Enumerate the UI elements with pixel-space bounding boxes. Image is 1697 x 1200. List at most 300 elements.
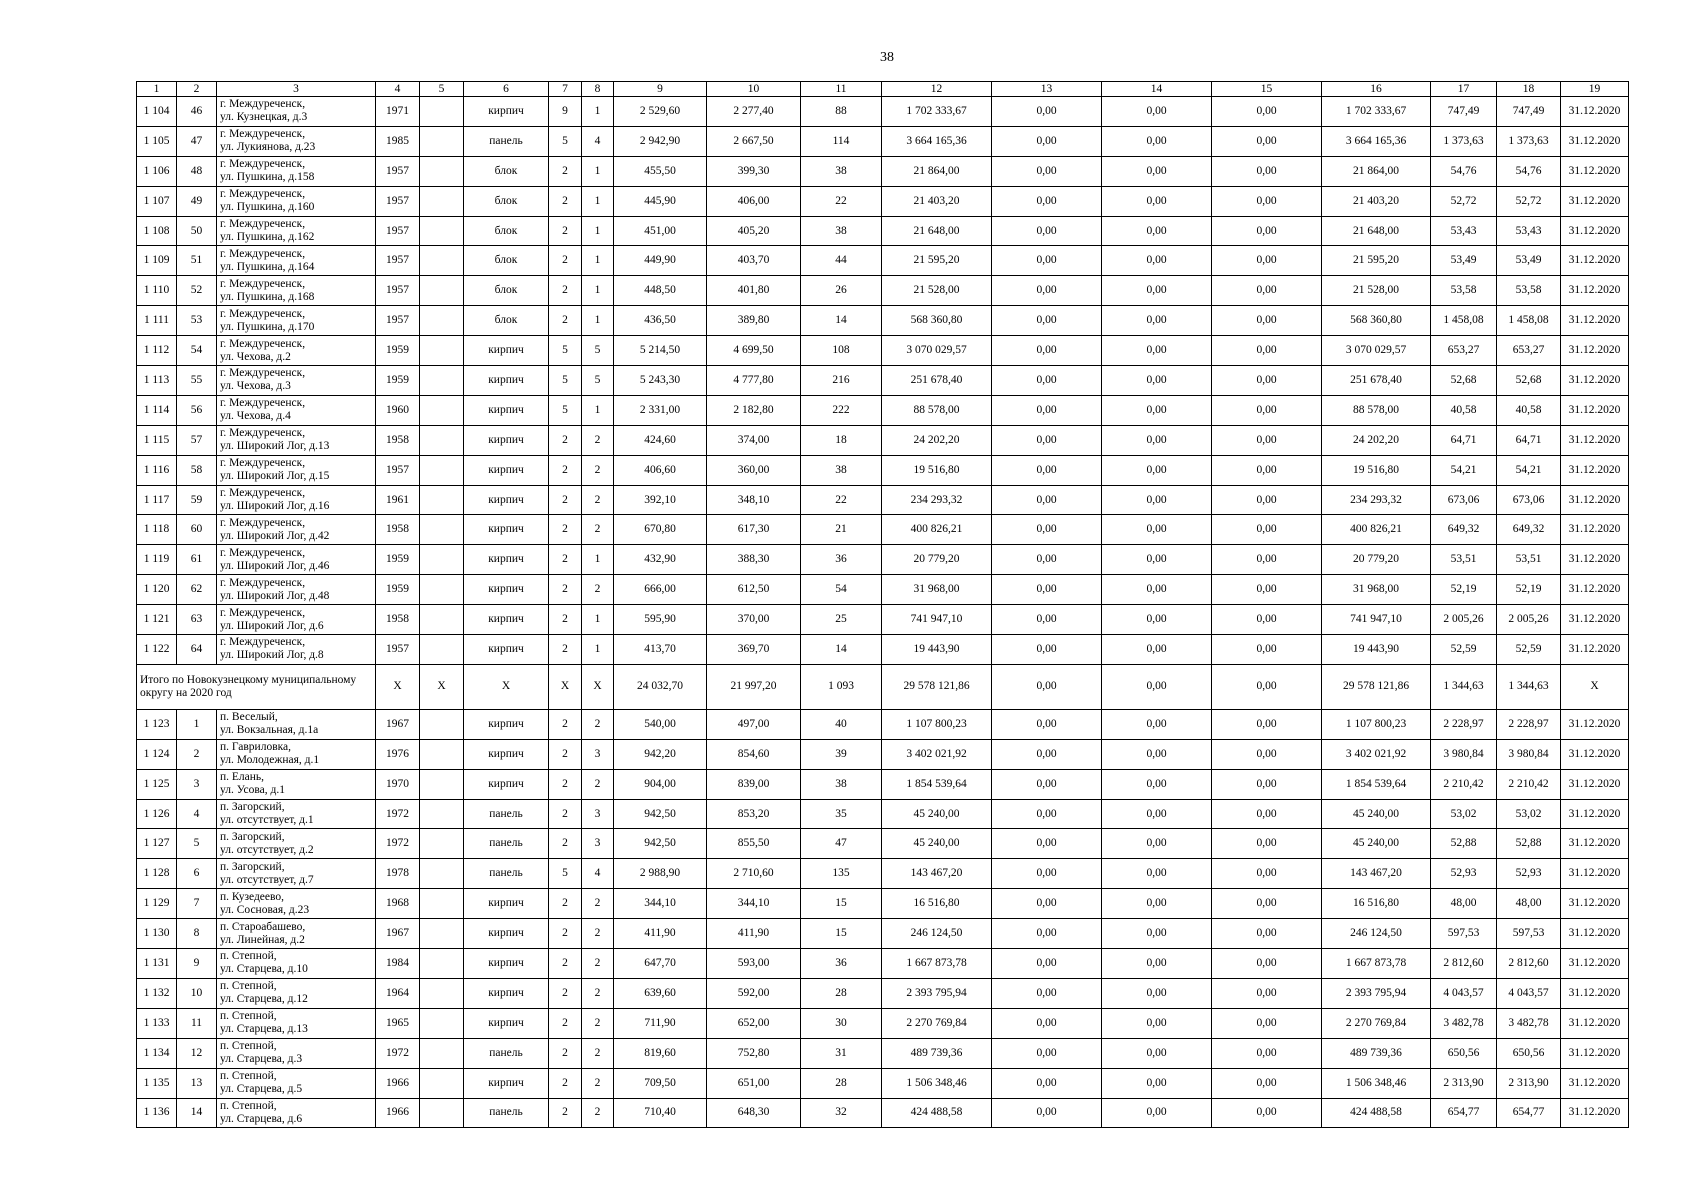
column-header-14: 14 [1102,82,1212,97]
cell-col-12: 3 402 021,92 [882,739,992,769]
address-locality: г. Междуреченск, [220,606,306,619]
column-header-8: 8 [582,82,614,97]
cell-col-11: 15 [801,889,882,919]
cell-col-10: 4 777,80 [707,366,801,396]
cell-col-11: 47 [801,829,882,859]
cell-col-9: 2 529,60 [614,97,707,127]
cell-col-4: 1972 [376,1038,420,1068]
address-street: ул. Молодежная, д.1 [220,754,320,767]
address-street: ул. Усова, д.1 [220,784,285,797]
cell-col-18: 649,32 [1497,515,1561,545]
cell-col-11: 30 [801,1008,882,1038]
cell-col-5 [420,799,464,829]
cell-col-12: 1 506 348,46 [882,1068,992,1098]
cell-col-7: 2 [549,186,582,216]
cell-col-7: 2 [549,515,582,545]
cell-col-1: 1 134 [137,1038,177,1068]
cell-col-19: 31.12.2020 [1561,1098,1629,1128]
cell-col-17: 53,58 [1431,276,1497,306]
cell-col-9: 647,70 [614,949,707,979]
cell-col-18: 52,68 [1497,366,1561,396]
cell-col-14: 0,00 [1102,829,1212,859]
cell-col-6: X [464,664,549,709]
table-row [137,126,1629,156]
address-street: ул. Лукиянова, д.23 [220,141,316,154]
cell-col-13: 0,00 [992,1098,1102,1128]
table-row [137,949,1629,979]
cell-col-7: 2 [549,246,582,276]
cell-col-12: 2 270 769,84 [882,1008,992,1038]
cell-col-17: 4 043,57 [1431,978,1497,1008]
cell-col-6: панель [464,859,549,889]
cell-col-15: 0,00 [1212,605,1322,635]
cell-col-1: 1 108 [137,216,177,246]
cell-col-12: 21 864,00 [882,156,992,186]
column-header-4: 4 [376,82,420,97]
cell-col-17: 53,02 [1431,799,1497,829]
cell-col-2: 3 [177,769,217,799]
cell-col-7: 2 [549,1098,582,1128]
address-locality: г. Междуреченск, [220,128,306,141]
cell-col-1: 1 105 [137,126,177,156]
cell-col-6: кирпич [464,739,549,769]
cell-col-11: 14 [801,306,882,336]
cell-col-10: 2 182,80 [707,395,801,425]
cell-col-4: 1984 [376,949,420,979]
cell-col-7: 2 [549,575,582,605]
cell-col-7: 2 [549,605,582,635]
cell-col-4: 1958 [376,425,420,455]
cell-col-19: 31.12.2020 [1561,395,1629,425]
address-locality: г. Междуреченск, [220,218,306,230]
cell-col-12: 2 393 795,94 [882,978,992,1008]
cell-col-5: X [420,664,464,709]
cell-col-19: 31.12.2020 [1561,306,1629,336]
cell-col-18: 2 210,42 [1497,769,1561,799]
cell-col-18: 54,76 [1497,156,1561,186]
cell-col-5 [420,515,464,545]
table-row [137,216,1629,246]
cell-col-1: 1 107 [137,186,177,216]
cell-col-7: 2 [549,545,582,575]
cell-col-11: 40 [801,709,882,739]
cell-col-4: 1961 [376,485,420,515]
cell-col-11: 36 [801,949,882,979]
address-cell [217,126,376,156]
cell-col-12: 45 240,00 [882,799,992,829]
address-locality: г. Междуреченск, [220,277,306,290]
cell-col-10: 21 997,20 [707,664,801,709]
cell-col-16: 21 864,00 [1322,156,1431,186]
cell-col-19: 31.12.2020 [1561,1038,1629,1068]
cell-col-7: 2 [549,978,582,1008]
cell-col-19: 31.12.2020 [1561,799,1629,829]
cell-col-11: 28 [801,978,882,1008]
cell-col-4: 1959 [376,366,420,396]
cell-col-8: 2 [582,709,614,739]
cell-col-17: 40,58 [1431,395,1497,425]
cell-col-8: 1 [582,306,614,336]
cell-col-11: 31 [801,1038,882,1068]
cell-col-13: 0,00 [992,709,1102,739]
cell-col-15: 0,00 [1212,395,1322,425]
table-row [137,306,1629,336]
cell-col-1: 1 116 [137,455,177,485]
column-header-3: 3 [217,82,376,97]
cell-col-14: 0,00 [1102,664,1212,709]
cell-col-17: 650,56 [1431,1038,1497,1068]
cell-col-6: кирпич [464,515,549,545]
cell-col-2: 53 [177,306,217,336]
cell-col-17: 52,68 [1431,366,1497,396]
cell-col-7: 5 [549,859,582,889]
address-locality: г. Междуреченск, [220,247,306,260]
cell-col-6: кирпич [464,605,549,635]
cell-col-19: 31.12.2020 [1561,1068,1629,1098]
cell-col-9: 24 032,70 [614,664,707,709]
cell-col-16: 21 648,00 [1322,216,1431,246]
cell-col-6: панель [464,1098,549,1128]
cell-col-6: блок [464,246,549,276]
cell-col-1: 1 125 [137,769,177,799]
cell-col-11: 38 [801,455,882,485]
cell-col-5 [420,635,464,665]
cell-col-13: 0,00 [992,485,1102,515]
cell-col-9: 411,90 [614,919,707,949]
cell-col-2: 8 [177,919,217,949]
cell-col-7: 2 [549,769,582,799]
cell-col-8: 1 [582,395,614,425]
cell-col-17: 52,93 [1431,859,1497,889]
cell-col-17: 2 228,97 [1431,709,1497,739]
address-cell [217,1008,376,1038]
cell-col-14: 0,00 [1102,709,1212,739]
cell-col-12: 246 124,50 [882,919,992,949]
cell-col-18: 2 228,97 [1497,709,1561,739]
cell-col-12: 741 947,10 [882,605,992,635]
cell-col-7: 2 [549,306,582,336]
cell-col-19: 31.12.2020 [1561,425,1629,455]
cell-col-8: 2 [582,515,614,545]
cell-col-7: 2 [549,919,582,949]
cell-col-19: 31.12.2020 [1561,156,1629,186]
column-header-10: 10 [707,82,801,97]
address-street: ул. Широкий Лог, д.6 [220,619,324,632]
cell-col-17: 52,19 [1431,575,1497,605]
cell-col-17: 649,32 [1431,515,1497,545]
cell-col-11: 44 [801,246,882,276]
table-row [137,739,1629,769]
cell-col-16: 20 779,20 [1322,545,1431,575]
address-cell [217,455,376,485]
address-locality: п. Степной, [220,1040,277,1053]
address-cell [217,799,376,829]
cell-col-15: 0,00 [1212,978,1322,1008]
cell-col-15: 0,00 [1212,1098,1322,1128]
cell-col-2: 7 [177,889,217,919]
cell-col-10: 652,00 [707,1008,801,1038]
cell-col-11: 108 [801,336,882,366]
cell-col-5 [420,366,464,396]
cell-col-2: 1 [177,709,217,739]
cell-col-7: 2 [549,276,582,306]
column-header-9: 9 [614,82,707,97]
cell-col-15: 0,00 [1212,455,1322,485]
cell-col-13: 0,00 [992,97,1102,127]
cell-col-13: 0,00 [992,664,1102,709]
cell-col-18: 653,27 [1497,336,1561,366]
address-cell [217,949,376,979]
cell-col-2: 10 [177,978,217,1008]
cell-col-1: 1 133 [137,1008,177,1038]
cell-col-6: кирпич [464,978,549,1008]
address-locality: г. Междуреченск, [220,427,306,440]
cell-col-6: кирпич [464,949,549,979]
cell-col-13: 0,00 [992,186,1102,216]
cell-col-19: X [1561,664,1629,709]
cell-col-19: 31.12.2020 [1561,186,1629,216]
cell-col-11: 28 [801,1068,882,1098]
cell-col-15: 0,00 [1212,859,1322,889]
cell-col-19: 31.12.2020 [1561,216,1629,246]
cell-col-17: 53,51 [1431,545,1497,575]
cell-col-6: кирпич [464,1068,549,1098]
cell-col-1: 1 118 [137,515,177,545]
table-row [137,1068,1629,1098]
cell-col-18: 40,58 [1497,395,1561,425]
cell-col-7: 2 [549,829,582,859]
cell-col-12: 20 779,20 [882,545,992,575]
cell-col-16: 741 947,10 [1322,605,1431,635]
cell-col-8: 1 [582,97,614,127]
column-header-19: 19 [1561,82,1629,97]
cell-col-5 [420,919,464,949]
cell-col-13: 0,00 [992,515,1102,545]
cell-col-13: 0,00 [992,889,1102,919]
cell-col-10: 839,00 [707,769,801,799]
cell-col-10: 855,50 [707,829,801,859]
cell-col-19: 31.12.2020 [1561,246,1629,276]
cell-col-2: 49 [177,186,217,216]
address-street: ул. Широкий Лог, д.13 [220,440,330,453]
cell-col-7: 5 [549,395,582,425]
cell-col-11: 38 [801,216,882,246]
address-street: ул. Вокзальная, д.1а [220,724,319,737]
cell-col-15: 0,00 [1212,635,1322,665]
cell-col-17: 2 005,26 [1431,605,1497,635]
address-locality: г. Междуреченск, [220,337,306,350]
cell-col-10: 2 277,40 [707,97,801,127]
column-header-16: 16 [1322,82,1431,97]
cell-col-6: блок [464,156,549,186]
cell-col-15: 0,00 [1212,366,1322,396]
address-street: ул. отсутствует, д.2 [220,843,314,856]
cell-col-9: 451,00 [614,216,707,246]
cell-col-9: 670,80 [614,515,707,545]
address-cell [217,605,376,635]
cell-col-1: 1 135 [137,1068,177,1098]
address-locality: п. Елань, [220,771,265,784]
cell-col-5 [420,575,464,605]
cell-col-19: 31.12.2020 [1561,485,1629,515]
cell-col-5 [420,1038,464,1068]
cell-col-15: 0,00 [1212,425,1322,455]
cell-col-17: 3 980,84 [1431,739,1497,769]
cell-col-14: 0,00 [1102,1068,1212,1098]
cell-col-4: 1965 [376,1008,420,1038]
cell-col-8: 4 [582,126,614,156]
cell-col-16: 1 667 873,78 [1322,949,1431,979]
cell-col-2: 62 [177,575,217,605]
cell-col-9: 2 942,90 [614,126,707,156]
cell-col-11: 15 [801,919,882,949]
cell-col-14: 0,00 [1102,126,1212,156]
address-street: ул. Кузнецкая, д.3 [220,111,308,124]
cell-col-2: 50 [177,216,217,246]
cell-col-16: 24 202,20 [1322,425,1431,455]
address-locality: г. Междуреченск, [220,636,306,649]
cell-col-15: 0,00 [1212,336,1322,366]
table-row [137,366,1629,396]
cell-col-5 [420,485,464,515]
cell-col-4: 1957 [376,635,420,665]
cell-col-13: 0,00 [992,635,1102,665]
cell-col-12: 21 528,00 [882,276,992,306]
cell-col-16: 3 402 021,92 [1322,739,1431,769]
cell-col-8: 2 [582,1098,614,1128]
cell-col-14: 0,00 [1102,246,1212,276]
total-row [137,664,1629,709]
cell-col-2: 61 [177,545,217,575]
table-header-row [137,82,1629,97]
cell-col-1: 1 132 [137,978,177,1008]
cell-col-17: 3 482,78 [1431,1008,1497,1038]
cell-col-1: 1 127 [137,829,177,859]
cell-col-14: 0,00 [1102,1098,1212,1128]
cell-col-19: 31.12.2020 [1561,276,1629,306]
cell-col-10: 370,00 [707,605,801,635]
address-locality: г. Междуреченск, [220,576,306,589]
cell-col-15: 0,00 [1212,97,1322,127]
cell-col-2: 57 [177,425,217,455]
cell-col-9: 344,10 [614,889,707,919]
address-cell [217,485,376,515]
cell-col-11: 216 [801,366,882,396]
address-street: ул. Линейная, д.2 [220,933,305,946]
cell-col-15: 0,00 [1212,949,1322,979]
table-row [137,97,1629,127]
cell-col-16: 234 293,32 [1322,485,1431,515]
table-row [137,455,1629,485]
cell-col-9: 942,50 [614,829,707,859]
cell-col-11: 32 [801,1098,882,1128]
cell-col-7: 2 [549,799,582,829]
cell-col-1: 1 104 [137,97,177,127]
cell-col-15: 0,00 [1212,246,1322,276]
page-number: 38 [880,50,894,65]
address-cell [217,769,376,799]
address-cell [217,889,376,919]
cell-col-15: 0,00 [1212,664,1322,709]
cell-col-18: 52,88 [1497,829,1561,859]
cell-col-10: 403,70 [707,246,801,276]
cell-col-19: 31.12.2020 [1561,635,1629,665]
cell-col-15: 0,00 [1212,306,1322,336]
cell-col-7: 2 [549,949,582,979]
cell-col-12: 24 202,20 [882,425,992,455]
cell-col-2: 58 [177,455,217,485]
cell-col-2: 47 [177,126,217,156]
cell-col-17: 673,06 [1431,485,1497,515]
address-cell [217,425,376,455]
cell-col-9: 710,40 [614,1098,707,1128]
cell-col-19: 31.12.2020 [1561,739,1629,769]
cell-col-14: 0,00 [1102,306,1212,336]
housing-registry-table [136,81,1629,1128]
table-row [137,978,1629,1008]
cell-col-2: 5 [177,829,217,859]
address-cell [217,97,376,127]
cell-col-10: 405,20 [707,216,801,246]
cell-col-13: 0,00 [992,919,1102,949]
cell-col-4: 1957 [376,186,420,216]
cell-col-12: 21 648,00 [882,216,992,246]
cell-col-14: 0,00 [1102,739,1212,769]
cell-col-2: 64 [177,635,217,665]
cell-col-2: 13 [177,1068,217,1098]
cell-col-1: 1 111 [137,306,177,336]
cell-col-8: 3 [582,829,614,859]
cell-col-10: 853,20 [707,799,801,829]
cell-col-9: 819,60 [614,1038,707,1068]
cell-col-8: 1 [582,605,614,635]
cell-col-1: 1 128 [137,859,177,889]
cell-col-5 [420,949,464,979]
table-row [137,799,1629,829]
cell-col-17: 1 344,63 [1431,664,1497,709]
cell-col-17: 747,49 [1431,97,1497,127]
cell-col-9: 449,90 [614,246,707,276]
cell-col-2: 6 [177,859,217,889]
cell-col-12: 400 826,21 [882,515,992,545]
cell-col-9: 666,00 [614,575,707,605]
table-row [137,635,1629,665]
cell-col-12: 21 595,20 [882,246,992,276]
table-row [137,829,1629,859]
cell-col-4: 1957 [376,246,420,276]
column-header-2: 2 [177,82,217,97]
cell-col-13: 0,00 [992,739,1102,769]
cell-col-16: 1 854 539,64 [1322,769,1431,799]
address-cell [217,829,376,859]
cell-col-17: 54,21 [1431,455,1497,485]
cell-col-4: 1964 [376,978,420,1008]
table-row [137,919,1629,949]
cell-col-16: 21 528,00 [1322,276,1431,306]
cell-col-14: 0,00 [1102,575,1212,605]
cell-col-5 [420,769,464,799]
cell-col-14: 0,00 [1102,1008,1212,1038]
cell-col-1: 1 109 [137,246,177,276]
cell-col-5 [420,336,464,366]
address-locality: г. Междуреченск, [220,457,306,470]
address-street: ул. Старцева, д.5 [220,1083,303,1096]
cell-col-15: 0,00 [1212,1068,1322,1098]
cell-col-6: кирпич [464,545,549,575]
cell-col-5 [420,306,464,336]
cell-col-6: блок [464,216,549,246]
total-label: Итого по Новокузнецкому муниципальному округу на 2020 год [137,664,376,709]
